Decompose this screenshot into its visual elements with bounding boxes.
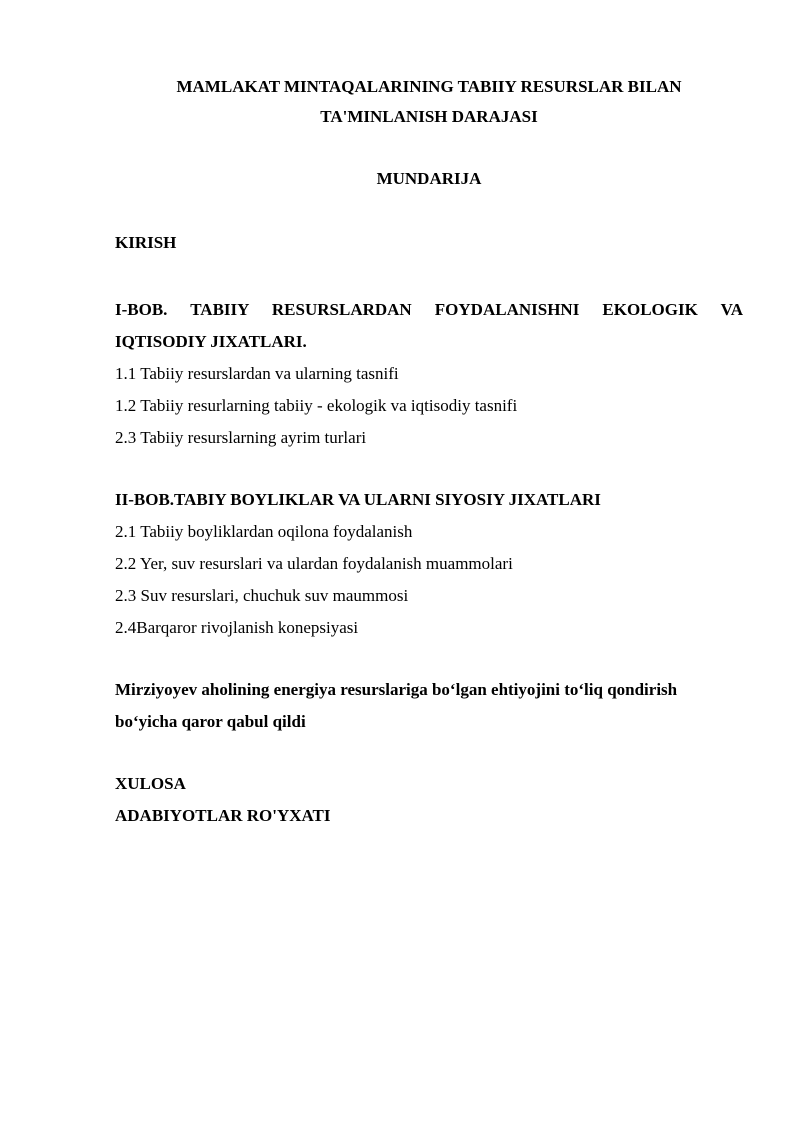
chapter-2-item: 2.4Barqaror rivojlanish konepsiyasi xyxy=(115,618,359,637)
chapter-1-item: 1.2 Tabiiy resurlarning tabiiy - ekologik va iqtisodiy tasnifi xyxy=(115,396,518,415)
toc-conclusion: XULOSA xyxy=(115,774,186,793)
document-page xyxy=(115,72,743,832)
document-title-line-2: TA'MINLANISH DARAJASI xyxy=(320,107,538,126)
toc-note: Mirziyoyev aholining energiya resurslariga bo‘lgan ehtiyojini to‘liq qondirish bo‘yicha qaror qabul qildi xyxy=(115,680,678,731)
toc-closing xyxy=(115,768,743,832)
chapter-1-title: I-BOB. TABIIY RESURSLARDAN FOYDALANISHNI EKOLOGIK VA IQTISODIY JIXATLARI. xyxy=(115,300,743,351)
chapter-2-item: 2.3 Suv resurslari, chuchuk suv maummosi xyxy=(115,586,409,605)
document-title-line-1: MAMLAKAT MINTAQALARINING TABIIY RESURSLAR BILAN xyxy=(176,77,682,96)
chapter-2-item: 2.2 Yer, suv resurslari va ulardan foydalanish muammolari xyxy=(115,554,513,573)
chapter-2-title: II-BOB.TABIY BOYLIKLAR VA ULARNI SIYOSIY JIXATLARI xyxy=(115,490,601,509)
chapter-1-item: 1.1 Tabiiy resurslardan va ularning tasnifi xyxy=(115,364,399,383)
toc-chapter-1 xyxy=(115,294,743,454)
chapter-1-item: 2.3 Tabiiy resurslarning ayrim turlari xyxy=(115,428,367,447)
toc-chapter-2 xyxy=(115,484,743,644)
toc-heading: MUNDARIJA xyxy=(376,169,482,188)
chapter-2-item: 2.1 Tabiiy boyliklardan oqilona foydalanish xyxy=(115,522,413,541)
toc-references: ADABIYOTLAR RO'YXATI xyxy=(115,806,331,825)
toc-intro: KIRISH xyxy=(115,233,177,252)
